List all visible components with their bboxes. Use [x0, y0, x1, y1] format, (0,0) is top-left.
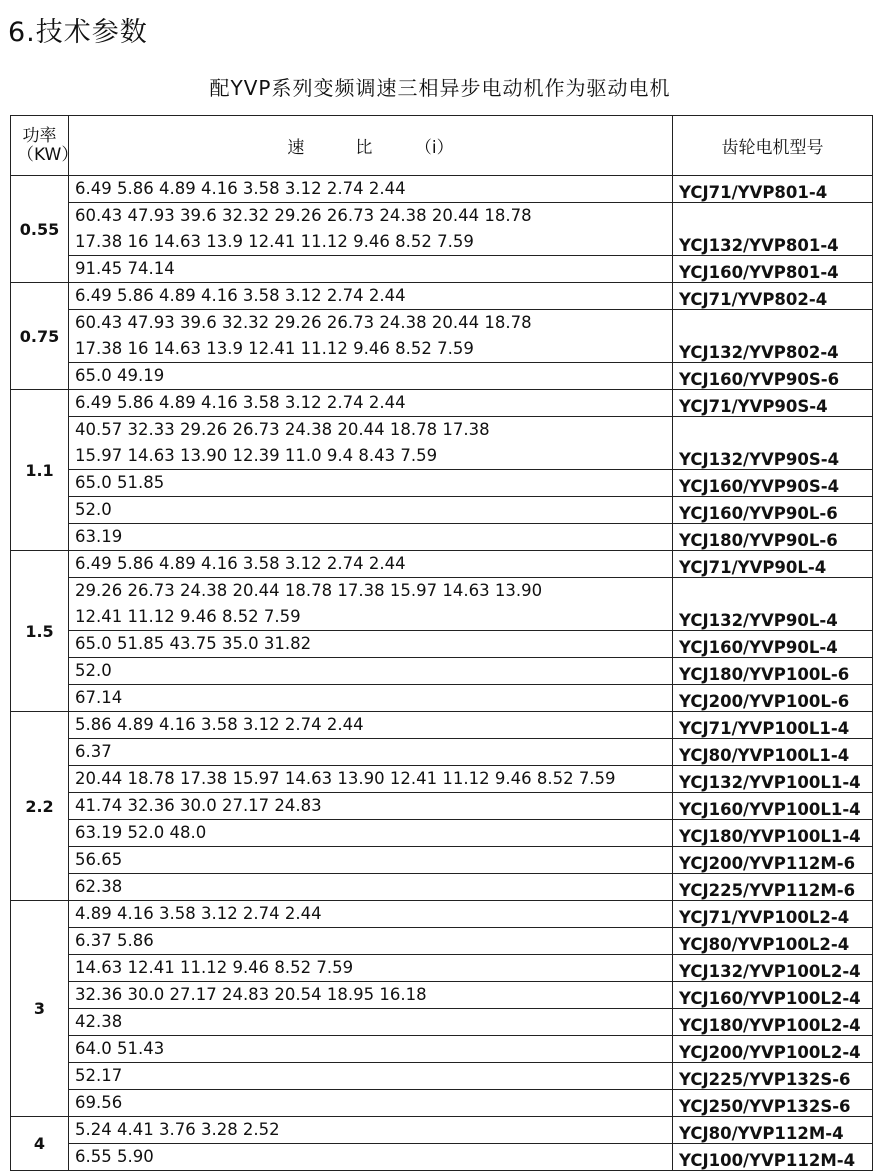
table-row	[11, 901, 873, 928]
ratio-cell	[69, 793, 673, 820]
ratio-cell	[69, 901, 673, 928]
power-cell: 2.2	[11, 712, 69, 901]
ratio-cell	[69, 256, 673, 283]
ratio-cell	[69, 874, 673, 901]
ratio-line: 64.0 51.43	[75, 1039, 165, 1058]
ratio-cell	[69, 712, 673, 739]
table-row	[11, 793, 873, 820]
ratio-cell	[69, 283, 673, 310]
model-cell: YCJ132/YVP100L2-4	[673, 955, 873, 982]
spec-table	[10, 115, 873, 1171]
ratio-line: 6.49 5.86 4.89 4.16 3.58 3.12 2.74 2.44	[75, 393, 406, 412]
ratio-line: 40.57 32.33 29.26 26.73 24.38 20.44 18.78 17.38	[75, 420, 490, 439]
ratio-line: 5.24 4.41 3.76 3.28 2.52	[75, 1120, 280, 1139]
ratio-cell	[69, 1144, 673, 1171]
ratio-line: 6.49 5.86 4.89 4.16 3.58 3.12 2.74 2.44	[75, 179, 406, 198]
ratio-line: 52.0	[75, 661, 112, 680]
model-cell: YCJ71/YVP802-4	[673, 283, 873, 310]
ratio-cell	[69, 524, 673, 551]
ratio-cell	[69, 685, 673, 712]
ratio-line: 62.38	[75, 877, 123, 896]
table-row	[11, 310, 873, 363]
model-cell: YCJ71/YVP100L1-4	[673, 712, 873, 739]
model-cell: YCJ200/YVP100L-6	[673, 685, 873, 712]
ratio-line: 91.45 74.14	[75, 259, 175, 278]
ratio-line: 15.97 14.63 13.90 12.39 11.0 9.4 8.43 7.59	[75, 446, 438, 465]
ratio-line: 6.37 5.86	[75, 931, 154, 950]
ratio-cell	[69, 928, 673, 955]
table-row	[11, 847, 873, 874]
model-cell: YCJ160/YVP100L1-4	[673, 793, 873, 820]
ratio-line: 60.43 47.93 39.6 32.32 29.26 26.73 24.38 20.44 18.78	[75, 313, 532, 332]
table-row	[11, 1144, 873, 1171]
ratio-cell	[69, 739, 673, 766]
model-cell: YCJ225/YVP132S-6	[673, 1063, 873, 1090]
power-cell: 1.1	[11, 390, 69, 551]
table-row	[11, 1090, 873, 1117]
model-cell: YCJ200/YVP112M-6	[673, 847, 873, 874]
table-row	[11, 1009, 873, 1036]
ratio-cell	[69, 631, 673, 658]
model-cell: YCJ100/YVP112M-4	[673, 1144, 873, 1171]
model-cell: YCJ180/YVP100L1-4	[673, 820, 873, 847]
ratio-cell	[69, 955, 673, 982]
model-cell: YCJ180/YVP90L-6	[673, 524, 873, 551]
table-row	[11, 203, 873, 256]
model-cell: YCJ225/YVP112M-6	[673, 874, 873, 901]
model-cell: YCJ200/YVP100L2-4	[673, 1036, 873, 1063]
ratio-line: 69.56	[75, 1093, 123, 1112]
ratio-cell	[69, 1063, 673, 1090]
table-title: 配YVP系列变频调速三相异步电动机作为驱动电机	[209, 76, 671, 100]
table-row	[11, 283, 873, 310]
ratio-cell	[69, 847, 673, 874]
ratio-line: 32.36 30.0 27.17 24.83 20.54 18.95 16.18	[75, 985, 427, 1004]
model-cell: YCJ160/YVP90S-6	[673, 363, 873, 390]
model-header: 齿轮电机型号	[673, 116, 873, 176]
table-row	[11, 631, 873, 658]
model-cell: YCJ132/YVP100L1-4	[673, 766, 873, 793]
table-row	[11, 685, 873, 712]
table-row	[11, 928, 873, 955]
model-cell: YCJ132/YVP90S-4	[673, 417, 873, 470]
ratio-line: 17.38 16 14.63 13.9 12.41 11.12 9.46 8.52 7.59	[75, 232, 474, 251]
ratio-cell	[69, 658, 673, 685]
ratio-line: 52.0	[75, 500, 112, 519]
ratio-line: 41.74 32.36 30.0 27.17 24.83	[75, 796, 322, 815]
ratio-cell	[69, 310, 673, 363]
ratio-line: 4.89 4.16 3.58 3.12 2.74 2.44	[75, 904, 322, 923]
ratio-line: 5.86 4.89 4.16 3.58 3.12 2.74 2.44	[75, 715, 364, 734]
table-row	[11, 1063, 873, 1090]
ratio-line: 42.38	[75, 1012, 123, 1031]
power-cell: 0.55	[11, 176, 69, 283]
ratio-cell	[69, 982, 673, 1009]
table-row	[11, 766, 873, 793]
model-cell: YCJ80/YVP112M-4	[673, 1117, 873, 1144]
model-cell: YCJ160/YVP801-4	[673, 256, 873, 283]
model-cell: YCJ132/YVP90L-4	[673, 578, 873, 631]
ratio-line: 6.49 5.86 4.89 4.16 3.58 3.12 2.74 2.44	[75, 554, 406, 573]
ratio-cell	[69, 766, 673, 793]
ratio-cell	[69, 1090, 673, 1117]
table-row	[11, 820, 873, 847]
table-row	[11, 551, 873, 578]
power-cell: 3	[11, 901, 69, 1117]
table-body	[11, 176, 873, 1171]
ratio-cell	[69, 820, 673, 847]
ratio-cell	[69, 497, 673, 524]
table-row	[11, 712, 873, 739]
table-row	[11, 1117, 873, 1144]
ratio-cell	[69, 551, 673, 578]
model-cell: YCJ132/YVP801-4	[673, 203, 873, 256]
model-cell: YCJ71/YVP100L2-4	[673, 901, 873, 928]
model-cell: YCJ71/YVP90S-4	[673, 390, 873, 417]
ratio-cell	[69, 176, 673, 203]
ratio-header: 速 比 （i）	[69, 116, 673, 176]
ratio-cell	[69, 203, 673, 256]
ratio-cell	[69, 1009, 673, 1036]
ratio-line: 65.0 51.85	[75, 473, 165, 492]
table-row	[11, 982, 873, 1009]
power-header-unit: （KW）	[17, 144, 79, 165]
model-cell: YCJ80/YVP100L2-4	[673, 928, 873, 955]
ratio-cell	[69, 390, 673, 417]
table-row	[11, 176, 873, 203]
ratio-line: 56.65	[75, 850, 123, 869]
ratio-line: 6.37	[75, 742, 112, 761]
ratio-line: 52.17	[75, 1066, 123, 1085]
page-heading: 6.技术参数	[8, 17, 148, 48]
model-cell: YCJ71/YVP90L-4	[673, 551, 873, 578]
model-cell: YCJ160/YVP90S-4	[673, 470, 873, 497]
table-row	[11, 578, 873, 631]
table-row	[11, 417, 873, 470]
model-cell: YCJ71/YVP801-4	[673, 176, 873, 203]
power-cell: 4	[11, 1117, 69, 1171]
model-cell: YCJ160/YVP90L-6	[673, 497, 873, 524]
ratio-line: 6.55 5.90	[75, 1147, 154, 1166]
ratio-cell	[69, 470, 673, 497]
table-row	[11, 955, 873, 982]
ratio-cell	[69, 417, 673, 470]
power-header	[11, 116, 79, 176]
ratio-line: 65.0 51.85 43.75 35.0 31.82	[75, 634, 312, 653]
model-cell: YCJ250/YVP132S-6	[673, 1090, 873, 1117]
ratio-line: 6.49 5.86 4.89 4.16 3.58 3.12 2.74 2.44	[75, 286, 406, 305]
table-row	[11, 363, 873, 390]
ratio-line: 20.44 18.78 17.38 15.97 14.63 13.90 12.41 11.12 9.46 8.52 7.59	[75, 769, 616, 788]
model-cell: YCJ160/YVP90L-4	[673, 631, 873, 658]
ratio-cell	[69, 363, 673, 390]
power-cell: 1.5	[11, 551, 69, 712]
table-row	[11, 390, 873, 417]
table-row	[11, 497, 873, 524]
table-row	[11, 1036, 873, 1063]
ratio-cell	[69, 1117, 673, 1144]
model-cell: YCJ180/YVP100L-6	[673, 658, 873, 685]
ratio-line: 63.19	[75, 527, 123, 546]
model-cell: YCJ80/YVP100L1-4	[673, 739, 873, 766]
header-row	[11, 116, 873, 176]
ratio-line: 14.63 12.41 11.12 9.46 8.52 7.59	[75, 958, 354, 977]
ratio-line: 67.14	[75, 688, 123, 707]
power-cell: 0.75	[11, 283, 69, 390]
ratio-cell	[69, 578, 673, 631]
table-row	[11, 524, 873, 551]
power-header-label: 功率	[22, 125, 57, 146]
ratio-line: 17.38 16 14.63 13.9 12.41 11.12 9.46 8.52 7.59	[75, 339, 474, 358]
table-row	[11, 658, 873, 685]
model-cell: YCJ180/YVP100L2-4	[673, 1009, 873, 1036]
table-row	[11, 470, 873, 497]
table-row	[11, 739, 873, 766]
table-row	[11, 256, 873, 283]
ratio-line: 60.43 47.93 39.6 32.32 29.26 26.73 24.38 20.44 18.78	[75, 206, 532, 225]
ratio-line: 29.26 26.73 24.38 20.44 18.78 17.38 15.97 14.63 13.90	[75, 581, 543, 600]
ratio-line: 65.0 49.19	[75, 366, 165, 385]
model-cell: YCJ160/YVP100L2-4	[673, 982, 873, 1009]
table-row	[11, 874, 873, 901]
ratio-line: 63.19 52.0 48.0	[75, 823, 207, 842]
ratio-line: 12.41 11.12 9.46 8.52 7.59	[75, 607, 301, 626]
model-cell: YCJ132/YVP802-4	[673, 310, 873, 363]
ratio-cell	[69, 1036, 673, 1063]
